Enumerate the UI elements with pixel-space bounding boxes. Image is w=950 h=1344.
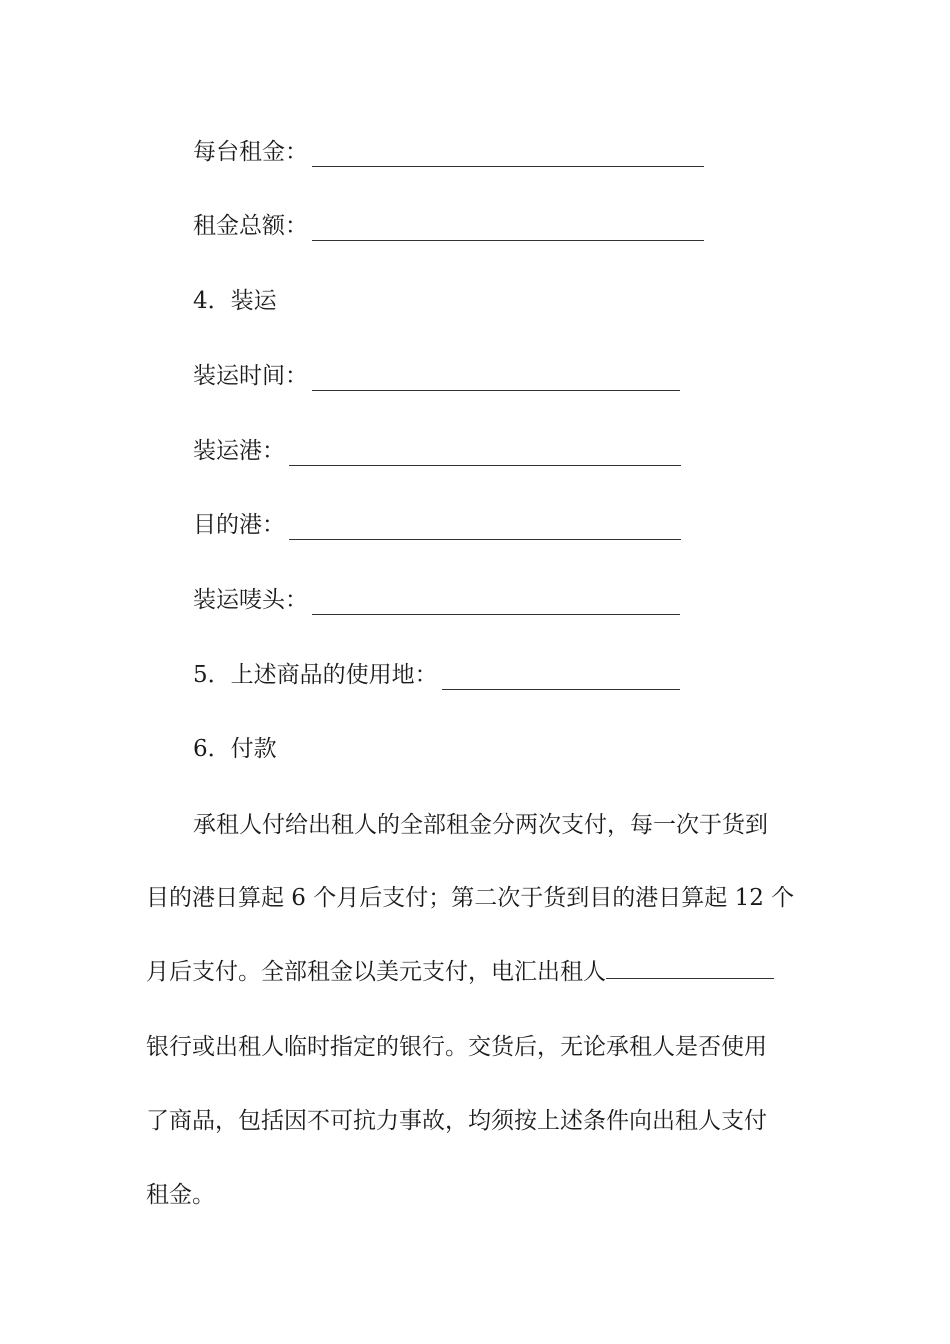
rent-per-unit-blank[interactable] [312, 146, 704, 167]
rent-per-unit-label: 每台租金： [193, 139, 308, 165]
shipping-marks-label: 装运唛头： [193, 587, 308, 613]
usage-place-blank[interactable] [442, 669, 680, 690]
total-rent-row [193, 211, 704, 241]
rent-per-unit-row [193, 137, 704, 167]
lessor-bank-blank[interactable] [606, 958, 774, 979]
payment-paragraph-line-5: 了商品，包括因不可抗力事故，均须按上述条件向出租人支付 [146, 1108, 767, 1134]
shipment-time-blank[interactable] [312, 370, 680, 391]
shipping-marks-blank[interactable] [312, 594, 680, 615]
payment-paragraph-line-3-text: 月后支付。全部租金以美元支付，电汇出租人 [146, 959, 606, 985]
port-of-destination-row [193, 510, 681, 540]
port-of-loading-label: 装运港： [193, 438, 285, 464]
port-of-destination-label: 目的港： [193, 512, 285, 538]
section-heading-payment: 6．付款 [193, 736, 277, 762]
shipment-time-label: 装运时间： [193, 363, 308, 389]
total-rent-label: 租金总额： [193, 213, 308, 239]
payment-paragraph-line-4: 银行或出租人临时指定的银行。交货后，无论承租人是否使用 [146, 1034, 767, 1060]
port-of-loading-row [193, 436, 681, 466]
payment-paragraph-line-6: 租金。 [146, 1182, 215, 1208]
port-of-loading-blank[interactable] [289, 445, 681, 466]
usage-place-label: 5．上述商品的使用地： [193, 662, 438, 688]
total-rent-blank[interactable] [312, 220, 704, 241]
section-heading-shipment: 4．装运 [193, 288, 277, 314]
usage-place-row [193, 660, 680, 690]
port-of-destination-blank[interactable] [289, 519, 681, 540]
payment-paragraph-line-2: 目的港日算起 6 个月后支付；第二次于货到目的港日算起 12 个 [146, 885, 795, 911]
payment-paragraph-line-3 [146, 957, 774, 987]
shipment-time-row [193, 361, 680, 391]
payment-paragraph-line-1: 承租人付给出租人的全部租金分两次支付，每一次于货到 [193, 812, 768, 838]
shipping-marks-row [193, 585, 680, 615]
